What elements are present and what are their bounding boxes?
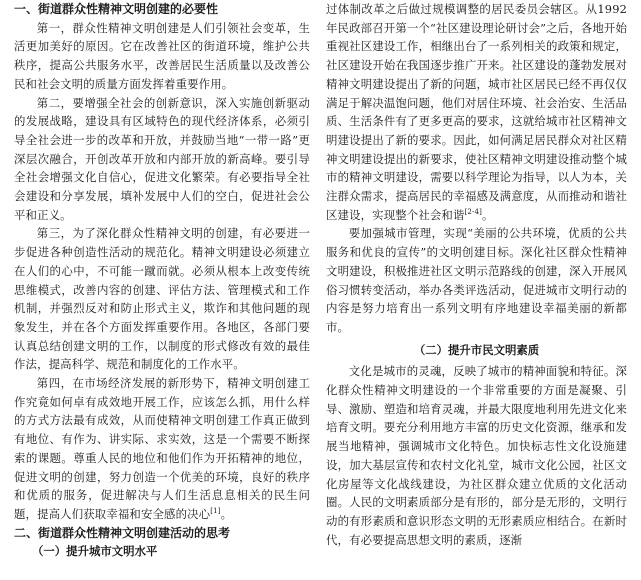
section-heading-necessity: 一、街道群众性精神文明创建的必要性 <box>14 2 219 16</box>
subsection-heading-citizens: （二）提升市民文明素质 <box>413 342 540 357</box>
paragraph-continued <box>326 0 627 224</box>
citation-ref: [2-4] <box>464 207 482 216</box>
paragraph-third: 第三，为了深化群众性精神文明的创建，有必要进一步促进各种创造性活动的规范化。精神文明建设必须建立在人们的心中，不可能一蹴而就。必须从根本上改变传统思维模式，改善内容的创建、评估方法、管理模式和工作机制，并强烈反对和防止形式主义，欺诈和其他问题的现象发生，并在各个方面发挥重要作用。各地区，各部门要认真总结创建文明的工作，以制度的形式修改有效的最佳作法，提高科学、规范和制度化的工作水平。 <box>14 226 310 372</box>
paragraph-fourth-text: 第四，在市场经济发展的新形势下，精神文明创建工作究竟如何卓有成效地开展工作，应该怎么抓，用什么样的方式方法最有成效，从而使精神文明创建工作真正做到有地位、有作为、讲实际、求实效，这是一个需要不断探索的课题。尊重人民的地位和他们作为开拓精神的地位，促进文明的创建，努力创造一个优美的环境，良好的秩序和优质的服务，促进解决与人们生活息息相关的民生问题，提高人们获取幸福和安全感的决心 <box>14 376 310 521</box>
section-heading-thoughts: 二、街道群众性精神文明创建活动的思考 <box>14 525 231 540</box>
paragraph-continued-end: 。 <box>481 207 494 222</box>
citation-ref: [1] <box>210 507 221 516</box>
paragraph-second: 第二，要增强全社会的创新意识，深入实施创新驱动的发展战略，建设具有区域特色的现代经济体系，必须引导全社会进一步的改革和开放，并鼓励当地“一带一路”更深层次融合，开创改革开放和内部开放的新高峰。要引导全社会增强文化自信心，促进文化繁荣。有必要指导全社会建设和分享发展，填补发展中人们的空白，促进社会公平和正义。 <box>14 95 310 222</box>
subsection-heading-city: （一）提升城市文明水平 <box>32 544 158 559</box>
paragraph-city-management: 要加强城市管理，实现“美丽的公共环境，优质的公共服务和优良的宣传”的文明创建目标。深化社区群众性精神文明建设，积极推进社区文明示范路线的创建，深入开展风俗习惯转变活动，举办各类评选活动，促进城市文明行动的内容是努力培育出一系列文明有序地建设幸福美丽的新都市。 <box>326 226 627 334</box>
paragraph-fourth <box>14 374 310 524</box>
right-column <box>326 0 627 549</box>
paragraph-continued-text: 过体制改革之后做过规模调整的居民委员会辖区。从1992年民政部召开第一个“社区建设理论研讨会”之后，各地开始重视社区建设工作，相继出台了一系列相关的政策和规定，社区建设开始在我国逐步推广开来。社区建设的蓬勃发展对精神文明建设提出了新的问题，城市社区居民已经不再仅仅满足于解决温饱问题，他们对居住环境、社会治安、生活品质、生活条件有了更多更高的要求，这就给城市社区精神文明建设提出了新的要求。因此，如何满足居民群众对社区精神文明建设提出的新要求，使社区精神文明建设推动整个城市的精神文明建设，需要以科学理论为指导，以人为本，关注群众需求，提高居民的幸福感及满意度，从而推动和谐社区建设，实现整个社会和谐 <box>326 2 627 222</box>
paragraph-culture: 文化是城市的灵魂，反映了城市的精神面貌和特征。深化群众性精神文明建设的一个非常重要的方面是凝聚、引导、激励、塑造和培育灵魂，并最大限度地利用先进文化来培育文明。要充分利用地方丰富的历史文化资源，继承和发展当地精神，强调城市文化特色。加快标志性文化设施建设，加大基层宣传和农村文化礼堂，城市文化公园，社区文化房屋等文化战线建设，为社区群众建立优质的文化活动圈。人民的文明素质部分是有形的，部分是无形的，文明行动的有形素质和意识形态文明的无形素质应相结合。在新时代，有必要提高思想文明的素质，逐渐 <box>326 364 627 547</box>
paragraph-first: 第一，群众性精神文明创建是人们引领社会变革，生活更加美好的原因。它在改善社区的街道环境，维护公共秩序，提高公共服务水平，改善居民生活质量以及改善公民和社会文明的质量方面发挥着重要作用。 <box>14 20 310 91</box>
left-column <box>14 0 310 561</box>
paragraph-fourth-end: 。 <box>220 506 233 521</box>
